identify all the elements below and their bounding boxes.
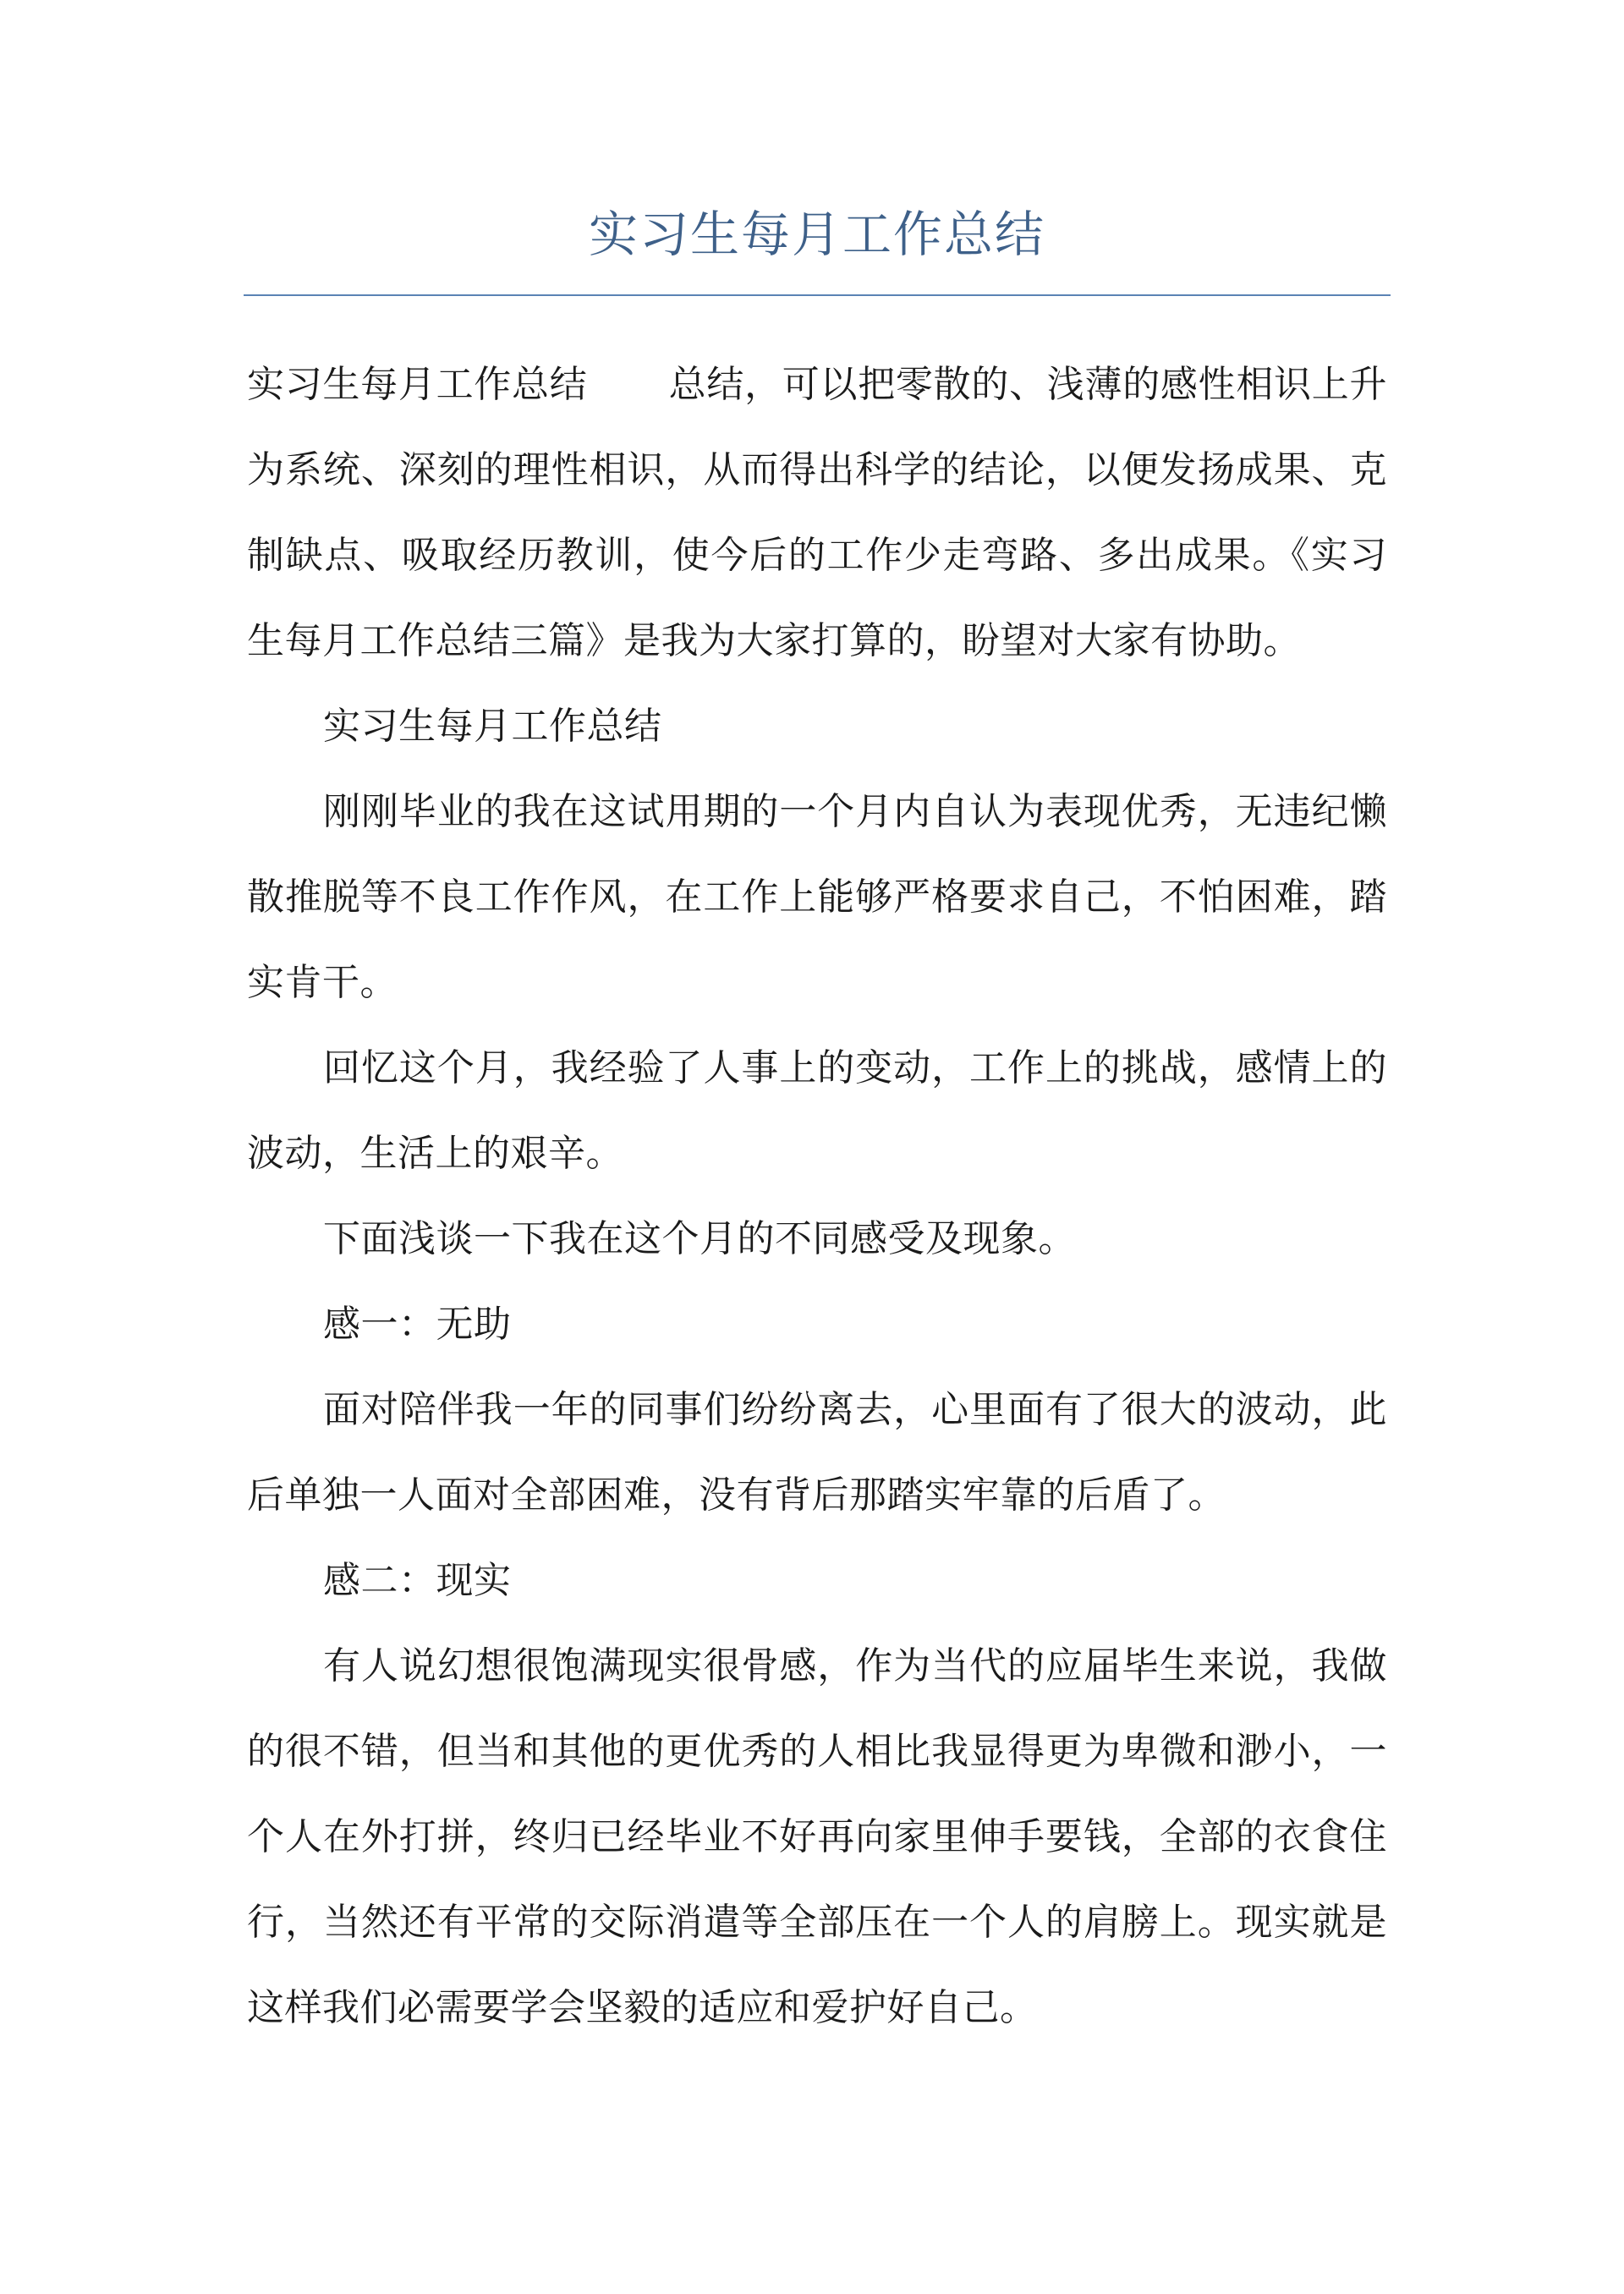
intro-text: 总结，可以把零散的、浅薄的感性相识上升为系统、深刻的理性相识，从而得出科学的结论，以便发扬成果、克制缺点、吸取经历教训，使今后的工作少走弯路、多出成果。《实习生每月工作总结三篇》是我为大家打算的，盼望对大家有协助。 xyxy=(247,363,1388,662)
subheading-helpless: 感一：无助 xyxy=(323,1303,512,1346)
body-paragraph: 下面浅谈一下我在这个月的不同感受及现象。 xyxy=(323,1217,1076,1260)
body-paragraph: 刚刚毕业的我在这试用期的一个月内自认为表现优秀，无违纪懒散推脱等不良工作作风，在工作上能够严格要求自己，不怕困难，踏实肯干。 xyxy=(247,790,1387,1004)
body-paragraph: 回忆这个月，我经验了人事上的变动，工作上的挑战，感情上的波动，生活上的艰辛。 xyxy=(247,1046,1387,1175)
subheading-reality: 感二：现实 xyxy=(323,1559,512,1602)
body-paragraph: 面对陪伴我一年的同事们纷纷离去，心里面有了很大的波动，此后单独一人面对全部困难，没有背后那踏实牢靠的后盾了。 xyxy=(247,1388,1387,1517)
document-title: 实习生每月工作总结 xyxy=(588,206,1045,263)
intro-lead: 实习生每月工作总结 xyxy=(247,363,588,406)
body-paragraph: 有人说幻想很饱满现实很骨感，作为当代的应届毕生来说，我做的很不错，但当和其他的更优秀的人相比我显得更为卑微和渺小，一个人在外打拼，终归已经毕业不好再向家里伸手要钱，全部的衣食住行，当然还有平常的交际消遣等全部压在一个人的肩膀上。现实就是这样我们必需要学会坚毅的适应和爱护好自己。 xyxy=(247,1644,1387,2029)
title-divider xyxy=(244,294,1391,296)
section-heading: 实习生每月工作总结 xyxy=(323,705,662,748)
document-body xyxy=(247,342,1387,2050)
intro-paragraph xyxy=(247,342,1387,683)
